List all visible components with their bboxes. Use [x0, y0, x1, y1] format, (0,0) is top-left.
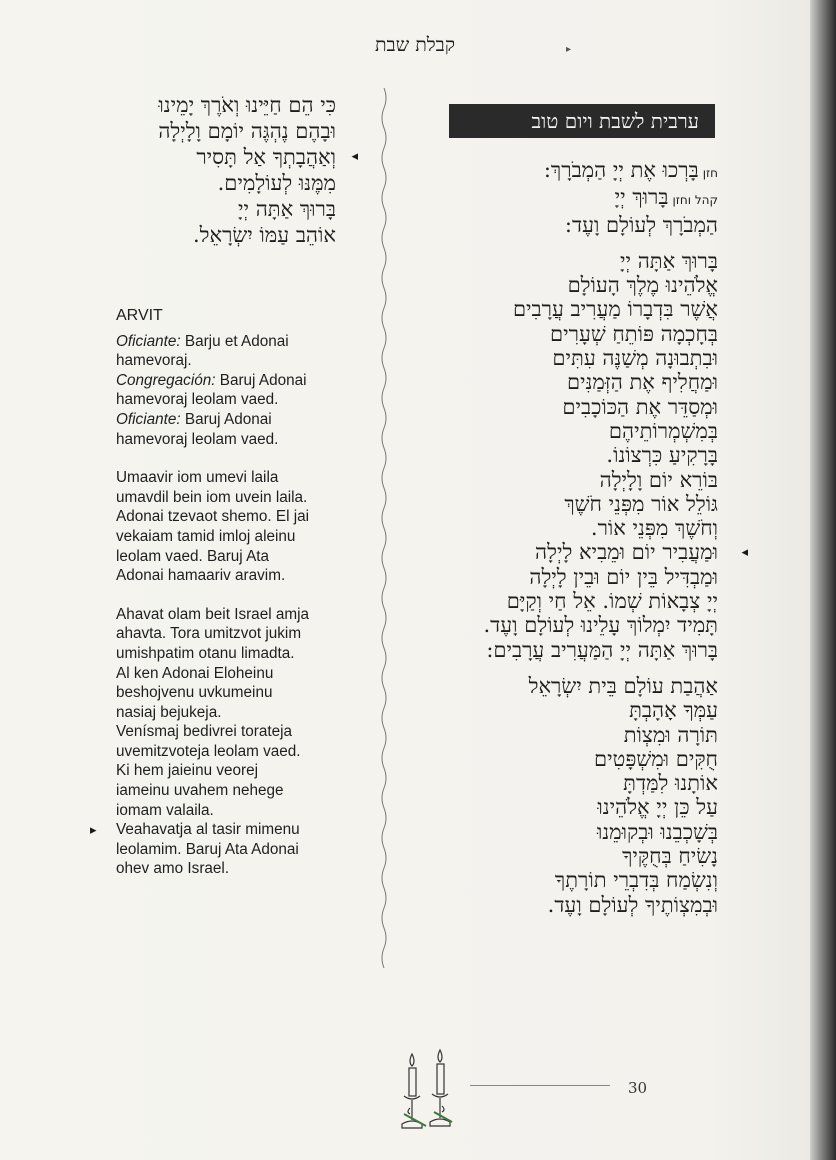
paragraph-marker-icon: ▸ [90, 823, 97, 839]
transliteration-title: ARVIT [116, 307, 163, 324]
hebrew-line: יְיָ צְבָאוֹת שְׁמוֹ. אֵל חַי וְקַיָּם [506, 589, 718, 614]
transliteration-column [90, 306, 361, 879]
page-number: 30 [628, 1079, 648, 1097]
transliteration-line: vekaiam tamid imloj aleinu [116, 527, 296, 545]
hebrew-line: וְחֹשֶׁךְ מִפְּנֵי אוֹר. [590, 516, 718, 541]
transliteration-line: ▸ Veahavatja al tasir mimenu [116, 820, 361, 840]
hebrew-line: אֱלֹהֵינוּ מֶלֶךְ הָעוֹלָם [567, 273, 718, 298]
hebrew-line: אֲשֶׁר בִּדְבָרוֹ מַעֲרִיב עֲרָבִים [512, 297, 718, 322]
hebrew-line: אוֹהֵב עַמּוֹ יִשְׂרָאֵל. [192, 223, 336, 247]
hebrew-line: בָּרוּךְ אַתָּה יְיָ [620, 248, 718, 273]
transliteration-line: Oficiante: Baruj Adonai [116, 410, 272, 428]
hebrew-line: וּבְמִצְוֹתֶיךָ לְעוֹלָם וָעֶד. [547, 892, 718, 917]
hebrew-line: וּמַחֲלִיף אֶת הַזְּמַנִּים [566, 370, 718, 395]
transliteration-line: Congregación: Baruj Adonai [116, 371, 307, 389]
transliteration-line: Venísmaj bedivrei torateja [116, 723, 293, 741]
paragraph-marker-icon: ◂ [351, 149, 358, 164]
transliteration-line: iameinu uvahem nehege [116, 782, 284, 800]
speaker-label: חזן [702, 166, 718, 180]
hebrew-main-text [378, 158, 748, 917]
transliteration-line: Adonai tzevaot shemo. El jai [116, 508, 310, 526]
transliteration-line: iomam valaila. [116, 801, 214, 819]
transliteration-line: hamevoraj. [116, 352, 192, 370]
hebrew-line: נָשִׂיחַ בְּחֻקֶּיךָ [622, 844, 718, 869]
transliteration-line: hamevoraj leolam vaed. [116, 430, 279, 448]
transliteration-line: nasiaj bejukeja. [116, 703, 222, 721]
hebrew-line: הַמְבֹרָךְ לְעוֹלָם וָעֶד: [564, 212, 718, 237]
transliteration-line: Ki hem jaieinu veorej [116, 762, 258, 780]
hebrew-line: בְּחָכְמָה פּוֹתֵחַ שְׁעָרִים [550, 321, 718, 346]
paragraph-marker-icon: ◂ [741, 545, 748, 561]
hebrew-line: חֻקִּים וּמִשְׁפָּטִים [594, 746, 718, 771]
hebrew-line: תָּמִיד יִמְלוֹךְ עָלֵינוּ לְעוֹלָם וָעֶד. [483, 613, 718, 638]
hebrew-line: וְאַהֲבָתְךָ אַל תָּסִיר ◂ [196, 145, 358, 169]
hebrew-line: וּמְסַדֵּר אֶת הַכּוֹכָבִים [562, 394, 718, 419]
section-heading: ערבית לשבת ויום טוב [449, 104, 715, 138]
hebrew-line: בָּרָקִיעַ כִּרְצוֹנוֹ. [606, 443, 718, 468]
header-dot: ▸ [566, 44, 572, 55]
hebrew-line: אַהֲבַת עוֹלָם בֵּית יִשְׂרָאֵל [528, 673, 718, 698]
hebrew-line: וּמַבְדִּיל בֵּין יוֹם וּבֵין לָיְלָה [529, 564, 718, 589]
hebrew-line: בְּשָׁכְבֵנוּ וּבְקוּמֵנוּ [596, 819, 718, 844]
hebrew-line: כִּי הֵם חַיֵּינוּ וְאֹרֶךְ יָמֵינוּ [158, 93, 336, 117]
hebrew-line: חזןבָּרְכוּ אֶת יְיָ הַמְבֹרָךְ: [543, 158, 718, 182]
hebrew-line: בְּמִשְׁמְרוֹתֵיהֶם [608, 418, 718, 443]
transliteration-line: hamevoraj leolam vaed. [116, 391, 279, 409]
bleed-through-heading [360, 228, 371, 273]
transliteration-line: uvemitzvoteja leolam vaed. [116, 742, 301, 760]
hebrew-line: עַמְּךָ אָהָבְתָּ [629, 698, 718, 723]
hebrew-top-block [76, 92, 358, 248]
transliteration-line: ahavta. Tora umitzvot jukim [116, 625, 302, 643]
transliteration-line: leolamim. Baruj Ata Adonai [116, 840, 299, 858]
transliteration-line: Adonai hamaariv aravim. [116, 567, 286, 585]
hebrew-line: וְנִשְׂמַח בְּדִבְרֵי תוֹרָתֶךָ [554, 868, 718, 893]
hebrew-line: וּבִתְבוּנָה מְשַׁנֶּה עִתִּים [552, 346, 718, 371]
shabbat-candles-icon [396, 1048, 472, 1134]
hebrew-line: בּוֹרֵא יוֹם וָלָיְלָה [599, 467, 718, 492]
transliteration-line: beshojvenu uvkumeinu [116, 684, 273, 702]
transliteration-line: Ahavat olam beit Israel amja [116, 605, 310, 623]
transliteration-line: umishpatim otanu limadta. [116, 644, 295, 662]
hebrew-line: וּבָהֶם נֶהְגֶּה יוֹמָם וָלָיְלָה [158, 119, 336, 143]
hebrew-line: מִמֶּנּוּ לְעוֹלָמִים. [217, 171, 336, 195]
hebrew-line: בָּרוּךְ אַתָּה יְיָ הַמַּעֲרִיב עֲרָבִים: [486, 637, 718, 662]
transliteration-line: Oficiante: Barju et Adonai [116, 332, 289, 350]
transliteration-line: umavdil bein iom uvein laila. [116, 488, 308, 506]
book-spine-shadow [810, 0, 836, 1160]
hebrew-line: וּמַעֲבִיר יוֹם וּמֵבִיא לָיְלָה ◂ [535, 540, 748, 565]
hebrew-line: גּוֹלֵל אוֹר מִפְּנֵי חֹשֶׁךְ [564, 491, 718, 516]
hebrew-line: קהל וחזןבָּרוּךְ יְיָ [614, 185, 718, 210]
page-header: קבלת שבת [374, 34, 456, 56]
hebrew-line: אוֹתָנוּ לִמַּדְתָּ [623, 771, 718, 796]
transliteration-line: ohev amo Israel. [116, 860, 230, 878]
hebrew-line: עַל כֵּן יְיָ אֱלֹהֵינוּ [597, 795, 718, 820]
footer-rule [470, 1085, 610, 1086]
speaker-label: קהל וחזן [672, 193, 718, 208]
hebrew-line: בָּרוּךְ אַתָּה יְיָ [238, 197, 336, 221]
hebrew-line: תּוֹרָה וּמִצְוֹת [623, 722, 718, 747]
transliteration-line: leolam vaed. Baruj Ata [116, 547, 270, 565]
transliteration-line: Umaavir iom umevi laila [116, 469, 279, 487]
transliteration-line: Al ken Adonai Eloheinu [116, 664, 274, 682]
